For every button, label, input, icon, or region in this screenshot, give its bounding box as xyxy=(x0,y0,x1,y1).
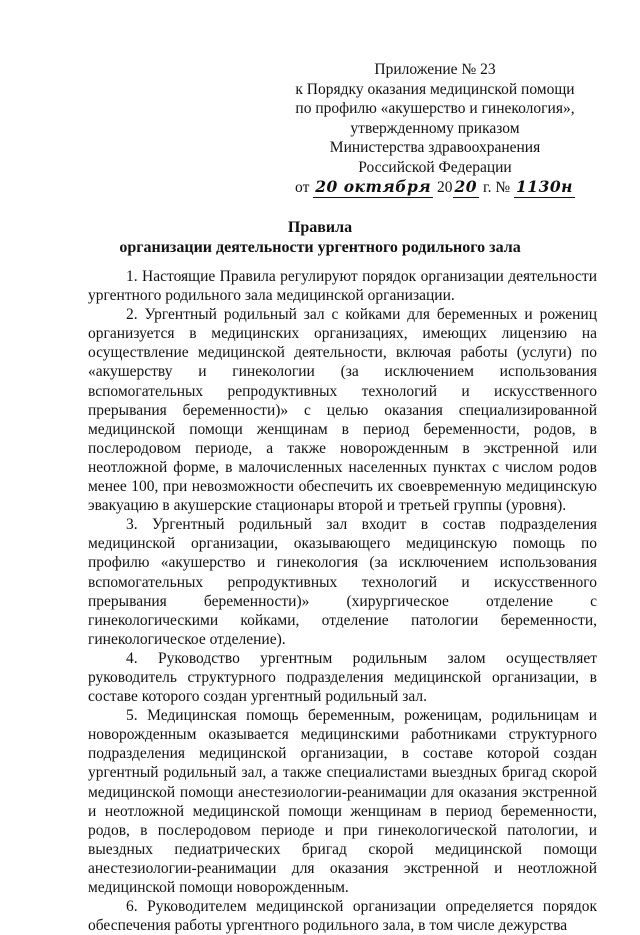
handwritten-year: 20 xyxy=(454,177,478,196)
order-number-prefix: г. № xyxy=(482,179,511,196)
appendix-reference-line: Российской Федерации xyxy=(358,158,512,176)
handwritten-day-month: 20 октября xyxy=(315,177,432,196)
title-line: Правила xyxy=(287,219,353,236)
order-date-line xyxy=(250,177,620,198)
document-body xyxy=(88,267,597,935)
handwritten-order-number: 1130н xyxy=(516,177,573,196)
paragraph: 4. Руководство ургентным родильным залом осуществляет руководитель структурного подразделения медицинской организации, в составе которого создан ургентный родильный зал. xyxy=(88,649,597,706)
title-line: организации деятельности ургентного родильного зала xyxy=(119,238,521,256)
appendix-number: Приложение № 23 xyxy=(374,61,496,78)
paragraph: 1. Настоящие Правила регулируют порядок организации деятельности ургентного родильного зала медицинской организации. xyxy=(88,268,597,305)
appendix-reference-line: Министерства здравоохранения xyxy=(329,139,541,156)
paragraph: 5. Медицинская помощь беременным, роженицам, родильницам и новорожденным оказывается медицинскими работниками структурного подразделения медицинской организации, в составе которой создан ургентный родильный зал, а также специалистами выездных бригад скорой медицинской помощи анестезиологии-реанимации для оказания экстренной и неотложной медицинской помощи женщинам в период беременности, родов, в послеродовом периоде и при гинекологической патологии, и выездных педиатрических бригад скорой медицинской помощи анестезиологии-реанимации для оказания экстренной и неотложной медицинской помощи новорожденным. xyxy=(88,707,597,896)
date-prefix: от xyxy=(295,179,310,196)
document-title xyxy=(0,218,640,257)
appendix-reference-line: утвержденному приказом xyxy=(350,119,520,137)
appendix-reference-line: по профилю «акушерство и гинекология», xyxy=(295,100,575,117)
paragraph: 2. Ургентный родильный зал с койками для беременных и рожениц организуется в медицинских организациях, имеющих лицензию на осуществление медицинской деятельности, включая работы (услуги) по «акушерству и гинекологии (за исключением использования вспомогательных репродуктивных технологий и искусственного прерывания беременности)» с целью оказания специализированной медицинской помощи женщинам в период беременности, родов, в послеродовом периоде, а также новорожденным в экстренной или неотложной форме, в малочисленных населенных пунктах с числом родов менее 100, при невозможности обеспечить их своевременную медицинскую эвакуацию в акушерские стационары второй и третьей группы (уровня). xyxy=(88,306,597,515)
paragraph: 6. Руководителем медицинской организации определяется порядок обеспечения работы ургентного родильного зала, в том числе дежурства xyxy=(88,898,597,935)
paragraph: 3. Ургентный родильный зал входит в состав подразделения медицинской организации, оказывающего медицинскую помощь по профилю «акушерство и гинекология (за исключением использования вспомогательных репродуктивных технологий и искусственного прерывания беременности)» (хирургическое отделение с гинекологическими койками, отделение патологии беременности, гинекологическое отделение). xyxy=(88,516,597,648)
date-year-prefix: 20 xyxy=(437,179,453,196)
appendix-header xyxy=(250,60,620,198)
appendix-reference-line: к Порядку оказания медицинской помощи xyxy=(295,80,575,98)
